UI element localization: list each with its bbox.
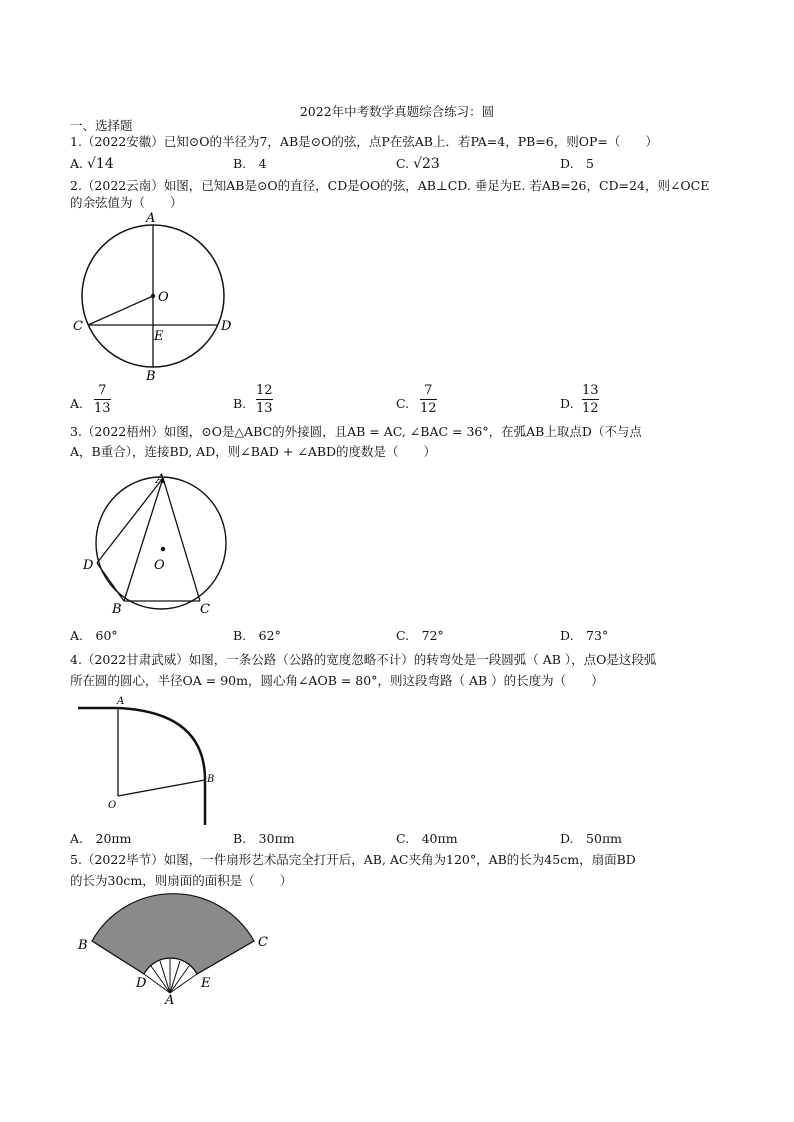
q4-label-o: O [108, 800, 117, 811]
q5-label-a: A [165, 993, 175, 1008]
q2-label-c: C [73, 319, 83, 334]
q5-label-e: E [201, 976, 211, 991]
q3-option-b[interactable]: B. 62° [233, 628, 281, 643]
q2-option-d[interactable]: D. [560, 396, 574, 411]
q1-option-c-value: √23 [413, 156, 440, 172]
q3-label-o: O [154, 558, 165, 573]
q2-option-b[interactable]: B. [233, 396, 247, 411]
q2-label-e: E [154, 329, 164, 344]
q5-stem-line2: 的长为30cm，则扇面的面积是（ ） [70, 873, 293, 888]
q4-label-b: B [207, 774, 215, 785]
q2-stem-line2: 的余弦值为（ ） [70, 195, 183, 210]
q3-label-c: C [200, 602, 210, 617]
q2-option-a[interactable]: A. [70, 396, 84, 411]
q5-label-b: B [78, 938, 88, 953]
q3-label-a: A [156, 472, 166, 487]
q2-option-d-fraction: 13 12 [582, 383, 599, 416]
q3-option-a[interactable]: A. 60° [70, 628, 118, 643]
q2-option-b-fraction: 12 13 [256, 383, 273, 416]
q1-option-c[interactable]: C. √23 [396, 156, 440, 172]
q5-label-c: C [258, 935, 268, 950]
q2-option-c[interactable]: C. [396, 396, 410, 411]
q4-option-d[interactable]: D. 50πm [560, 831, 623, 846]
q1-option-d[interactable]: D. 5 [560, 156, 595, 171]
q2-option-c-fraction: 7 12 [420, 383, 437, 416]
q2-label-a: A [146, 211, 156, 226]
q2-stem-line1: 2.（2022云南）如图，已知AB是⊙O的直径，CD是OO的弦，AB⊥CD. 垂足为E. 若AB=26，CD=24，则∠OCE [70, 178, 710, 193]
q3-label-d: D [83, 558, 94, 573]
q4-option-c[interactable]: C. 40πm [396, 831, 458, 846]
q4-option-a[interactable]: A. 20πm [70, 831, 132, 846]
q1-option-b[interactable]: B. 4 [233, 156, 267, 171]
q4-stem-line2: 所在圆的圆心，半径OA = 90m，圆心角∠AOB = 80°，则这段弯路（ AB ）的长度为（ ） [70, 673, 604, 688]
q3-stem-line2: A，B重合），连接BD, AD，则∠BAD + ∠ABD的度数是（ ） [70, 444, 437, 459]
q4-label-a: A [117, 696, 125, 707]
q5-stem-line1: 5.（2022毕节）如图，一件扇形艺术品完全打开后，AB, AC夹角为120°，AB的长为45cm，扇面BD [70, 852, 636, 867]
q2-label-b: B [146, 369, 156, 384]
q1-option-a[interactable]: A. √14 [70, 156, 114, 172]
q3-label-b: B [112, 602, 122, 617]
q2-label-o: O [158, 290, 169, 305]
q3-option-d[interactable]: D. 73° [560, 628, 609, 643]
q1-stem: 1.（2022安徽）已知⊙O的半径为7，AB是⊙O的弦，点P在弦AB上．若PA=4，PB=6，则OP=（ ） [70, 134, 658, 149]
page-title: 2022年中考数学真题综合练习：圆 [299, 104, 495, 119]
q5-label-d: D [136, 976, 147, 991]
q3-stem-line1: 3.（2022梧州）如图，⊙O是△ABC的外接圆，且AB = AC, ∠BAC = 36°，在弧AB上取点D（不与点 [70, 424, 642, 439]
q1-option-a-value: √14 [87, 156, 114, 172]
q2-option-a-fraction: 7 13 [94, 383, 111, 416]
section-heading: 一、选择题 [70, 118, 133, 133]
q2-label-d: D [221, 319, 232, 334]
q4-option-b[interactable]: B. 30πm [233, 831, 295, 846]
q4-stem-line1: 4.（2022甘肃武威）如图，一条公路（公路的宽度忽略不计）的转弯处是一段圆弧（ AB ），点O是这段弧 [70, 652, 657, 667]
q3-option-c[interactable]: C. 72° [396, 628, 444, 643]
